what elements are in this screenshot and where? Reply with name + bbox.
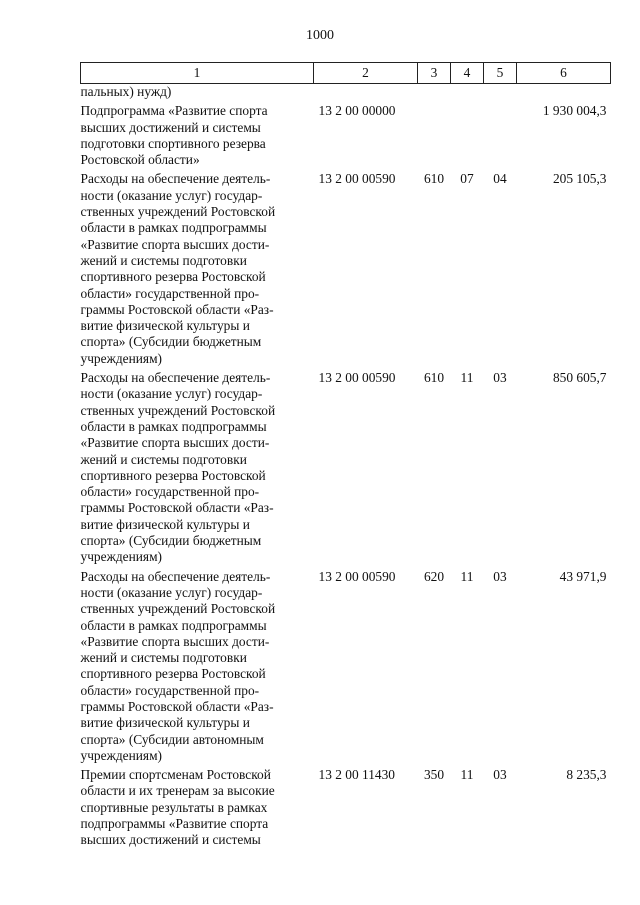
row-target-code <box>314 84 418 101</box>
header-col-2: 2 <box>314 63 418 84</box>
row-subsection: 04 <box>493 171 507 187</box>
description-line: области» государственной про- <box>80 285 260 301</box>
row-section <box>451 100 484 168</box>
table-row <box>81 367 611 566</box>
description-line: «Развитие спорта высших дости- <box>80 236 270 252</box>
description-line: учреждениям) <box>80 549 163 565</box>
description-line: ственных учреждений Ростовской <box>80 601 276 617</box>
description-line: спортивные результаты в рамках <box>80 799 268 815</box>
description-line: жений и системы подготовки <box>80 650 247 666</box>
row-expense-type: 620 <box>423 568 445 584</box>
row-amount: 205 105,3 <box>552 171 607 187</box>
row-subsection: 03 <box>493 767 507 783</box>
row-amount: 1 930 004,3 <box>542 103 607 119</box>
description-line: области в рамках подпрограммы <box>80 418 267 434</box>
row-subsection <box>484 100 517 168</box>
description-line: ности (оказание услуг) государ- <box>80 584 263 600</box>
description-line: витие физической культуры и <box>80 715 250 731</box>
description-line: витие физической культуры и <box>80 318 250 334</box>
description-line: жений и системы подготовки <box>80 451 247 467</box>
description-line: «Развитие спорта высших дости- <box>80 435 270 451</box>
description-line: граммы Ростовской области «Раз- <box>80 301 274 317</box>
row-target-code: 13 2 00 00590 <box>318 370 396 386</box>
table-row <box>81 84 611 101</box>
header-col-3: 3 <box>418 63 451 84</box>
header-col-5: 5 <box>484 63 517 84</box>
description-line: спорта» (Субсидии автономным <box>80 731 264 747</box>
row-amount: 8 235,3 <box>566 767 607 783</box>
description-line: высших достижений и системы <box>80 832 261 848</box>
description-line: учреждениям) <box>80 747 163 763</box>
description-line: спортивного резерва Ростовской <box>80 666 266 682</box>
table-row <box>81 168 611 367</box>
description-line: подготовки спортивного резерва <box>80 135 266 151</box>
description-line: области» государственной про- <box>80 682 260 698</box>
row-description <box>81 84 314 101</box>
header-row <box>81 63 611 84</box>
description-line: Премии спортсменам Ростовской <box>80 767 271 783</box>
row-section: 11 <box>460 568 474 584</box>
row-section: 07 <box>460 171 474 187</box>
row-target-code: 13 2 00 11430 <box>318 767 395 783</box>
description-line: ности (оказание услуг) государ- <box>80 187 263 203</box>
description-line: витие физической культуры и <box>80 516 250 532</box>
description-line: спорта» (Субсидии бюджетным <box>80 533 262 549</box>
description-line: граммы Ростовской области «Раз- <box>80 698 274 714</box>
table-row <box>81 764 611 848</box>
row-description <box>81 764 314 848</box>
description-line: области и их тренерам за высокие <box>80 783 275 799</box>
description-line: пальных) нужд) <box>80 84 172 99</box>
description-line: Расходы на обеспечение деятель- <box>80 568 271 584</box>
row-amount: 850 605,7 <box>552 370 607 386</box>
description-line: Подпрограмма «Развитие спорта <box>80 103 268 119</box>
row-target-code: 13 2 00 00000 <box>318 103 396 119</box>
description-line: области в рамках подпрограммы <box>80 617 267 633</box>
row-expense-type: 610 <box>423 370 445 386</box>
row-subsection: 03 <box>493 370 507 386</box>
header-col-6: 6 <box>517 63 611 84</box>
row-target-code: 13 2 00 00590 <box>318 171 396 187</box>
description-line: спортивного резерва Ростовской <box>80 269 266 285</box>
table-row <box>81 566 611 765</box>
row-subsection <box>484 84 517 101</box>
row-subsection: 03 <box>493 568 507 584</box>
row-section <box>451 84 484 101</box>
header-col-4: 4 <box>451 63 484 84</box>
row-amount <box>517 84 611 101</box>
description-line: подпрограммы «Развитие спорта <box>80 816 269 832</box>
description-line: ственных учреждений Ростовской <box>80 204 276 220</box>
header-col-1: 1 <box>81 63 314 84</box>
description-line: Расходы на обеспечение деятель- <box>80 370 271 386</box>
row-expense-type: 350 <box>423 767 445 783</box>
description-line: высших достижений и системы <box>80 119 261 135</box>
row-section: 11 <box>460 370 474 386</box>
description-line: спорта» (Субсидии бюджетным <box>80 334 262 350</box>
description-line: граммы Ростовской области «Раз- <box>80 500 274 516</box>
description-line: области в рамках подпрограммы <box>80 220 267 236</box>
row-expense-type: 610 <box>423 171 445 187</box>
row-description <box>81 367 314 566</box>
row-description <box>81 100 314 168</box>
budget-table <box>80 62 611 849</box>
description-line: ности (оказание услуг) государ- <box>80 386 263 402</box>
row-expense-type <box>418 100 451 168</box>
table-body <box>81 84 611 849</box>
description-line: Расходы на обеспечение деятель- <box>80 171 271 187</box>
description-line: Ростовской области» <box>80 152 200 168</box>
table-row <box>81 100 611 168</box>
row-amount: 43 971,9 <box>559 568 607 584</box>
row-section: 11 <box>460 767 474 783</box>
row-expense-type <box>418 84 451 101</box>
row-target-code: 13 2 00 00590 <box>318 568 396 584</box>
description-line: ственных учреждений Ростовской <box>80 402 276 418</box>
table-header <box>81 63 611 84</box>
description-line: жений и системы подготовки <box>80 252 247 268</box>
row-description <box>81 566 314 765</box>
description-line: области» государственной про- <box>80 484 260 500</box>
description-line: учреждениям) <box>80 350 163 366</box>
description-line: спортивного резерва Ростовской <box>80 467 266 483</box>
description-line: «Развитие спорта высших дости- <box>80 633 270 649</box>
row-description <box>81 168 314 367</box>
page-number: 1000 <box>306 28 334 43</box>
